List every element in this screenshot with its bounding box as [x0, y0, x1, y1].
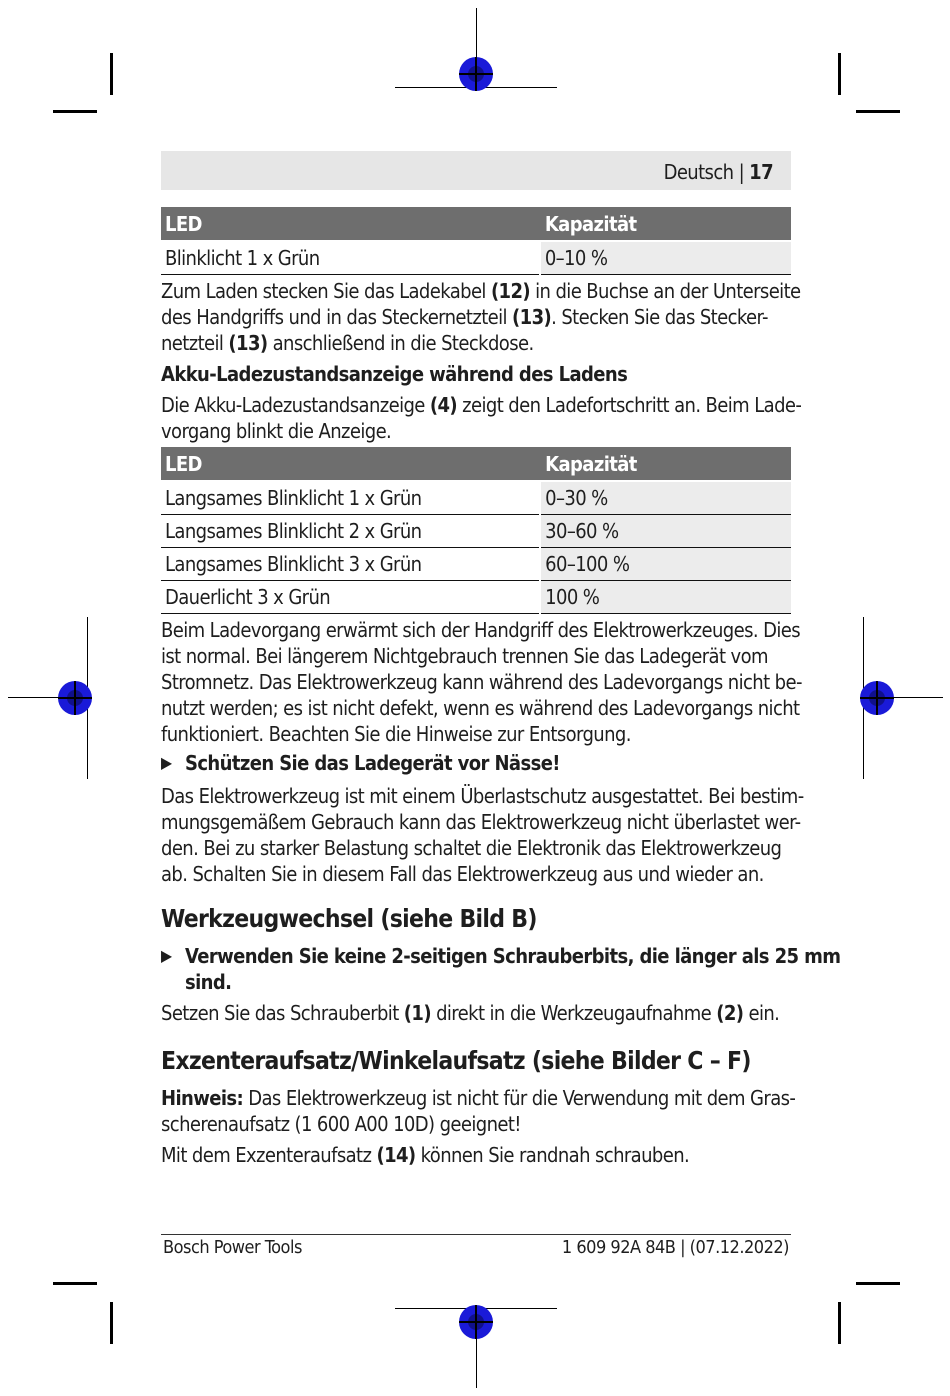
column-header-led: LED — [161, 447, 540, 481]
table-row — [161, 581, 791, 614]
led-cell: Langsames Blinklicht 3 x Grün — [161, 548, 540, 581]
header-language-page: Deutsch | 17 — [663, 160, 773, 184]
note-paragraph: Hinweis: Das Elektrowerkzeug ist nicht für die Verwendung mit dem Gras- scherenaufsatz (1 600 A00 10D) geeignet! — [161, 1086, 796, 1136]
led-cell: Langsames Blinklicht 2 x Grün — [161, 515, 540, 548]
warning-screwdriver-bits: ▶ Verwenden Sie keine 2-seitigen Schrauberbits, die länger als 25 mm sind. — [161, 944, 841, 994]
warning-triangle-icon: ▶ — [161, 753, 172, 772]
footer-doc-number: 1 609 92A 84B | (07.12.2022) — [561, 1237, 789, 1258]
charge-indicator-paragraph: Die Akku-Ladezustandsanzeige (4) zeigt den Ladefortschritt an. Beim Lade- vorgang blinkt die Anzeige. — [161, 393, 802, 443]
registration-mark-bottom-icon — [459, 1305, 493, 1339]
charging-instructions-paragraph: Zum Laden stecken Sie das Ladekabel (12) in die Buchse an der Unterseite des Handgriffs und in das Steckernetzteil (13). Stecken Sie das Stecker- netzteil (13) anschließend in die Steckdose. — [161, 279, 801, 355]
led-cell: Blinklicht 1 x Grün — [161, 241, 540, 275]
insert-bit-paragraph: Setzen Sie das Schrauberbit (1) direkt in die Werkzeugaufnahme (2) ein. — [161, 1001, 780, 1025]
table-row — [161, 515, 791, 548]
table-header-row — [161, 207, 791, 241]
warning-triangle-icon: ▶ — [161, 946, 172, 965]
capacity-cell: 0–10 % — [540, 241, 791, 275]
column-header-capacity: Kapazität — [540, 447, 791, 481]
subheading-charge-indicator: Akku-Ladezustandsanzeige während des Ladens — [161, 362, 628, 386]
registration-mark-left-icon — [58, 681, 92, 715]
header-language: Deutsch — [663, 160, 734, 184]
charging-heat-paragraph: Beim Ladevorgang erwärmt sich der Handgriff des Elektrowerkzeuges. Dies ist normal. Bei längerem Nichtgebrauch trennen Sie das Ladegerät vom Stromnetz. Das Elektrowerkzeug kann während des Ladevorgangs nicht be- nutzt werden; es ist nicht defekt, wenn es während des Ladevorgangs nicht funktioniert. Beachten Sie die Hinweise zur Entsorgung. — [161, 618, 802, 746]
capacity-cell: 60–100 % — [540, 548, 791, 581]
note-label: Hinweis: — [161, 1086, 244, 1110]
table-header-row — [161, 447, 791, 481]
registration-mark-top-icon — [459, 57, 493, 91]
table-row — [161, 241, 791, 275]
capacity-cell: 0–30 % — [540, 481, 791, 515]
registration-mark-right-icon — [860, 681, 894, 715]
capacity-cell: 30–60 % — [540, 515, 791, 548]
page-number: 17 — [749, 160, 773, 184]
table-row — [161, 548, 791, 581]
footer-brand: Bosch Power Tools — [163, 1237, 302, 1258]
table-row — [161, 481, 791, 515]
led-capacity-table-2 — [161, 447, 791, 614]
led-cell: Dauerlicht 3 x Grün — [161, 581, 540, 614]
overload-protection-paragraph: Das Elektrowerkzeug ist mit einem Überlastschutz ausgestattet. Bei bestim- mungsgemäßem Gebrauch kann das Elektrowerkzeug nicht überlastet wer- den. Bei zu starker Belastung schaltet die Elektronik das Elektrowerkzeug ab. Schalten Sie in diesem Fall das Elektrowerkzeug aus und wieder an. — [161, 784, 804, 886]
capacity-cell: 100 % — [540, 581, 791, 614]
heading-attachment: Exzenteraufsatz/Winkelaufsatz (siehe Bilder C – F) — [161, 1046, 751, 1075]
warning-moisture: ▶ Schützen Sie das Ladegerät vor Nässe! — [161, 751, 560, 775]
led-capacity-table-1 — [161, 207, 791, 275]
column-header-led: LED — [161, 207, 540, 241]
footer-divider — [161, 1234, 791, 1235]
column-header-capacity: Kapazität — [540, 207, 791, 241]
heading-tool-change: Werkzeugwechsel (siehe Bild B) — [161, 904, 537, 933]
page-header — [161, 151, 791, 190]
eccentric-attachment-paragraph: Mit dem Exzenteraufsatz (14) können Sie randnah schrauben. — [161, 1143, 690, 1167]
led-cell: Langsames Blinklicht 1 x Grün — [161, 481, 540, 515]
